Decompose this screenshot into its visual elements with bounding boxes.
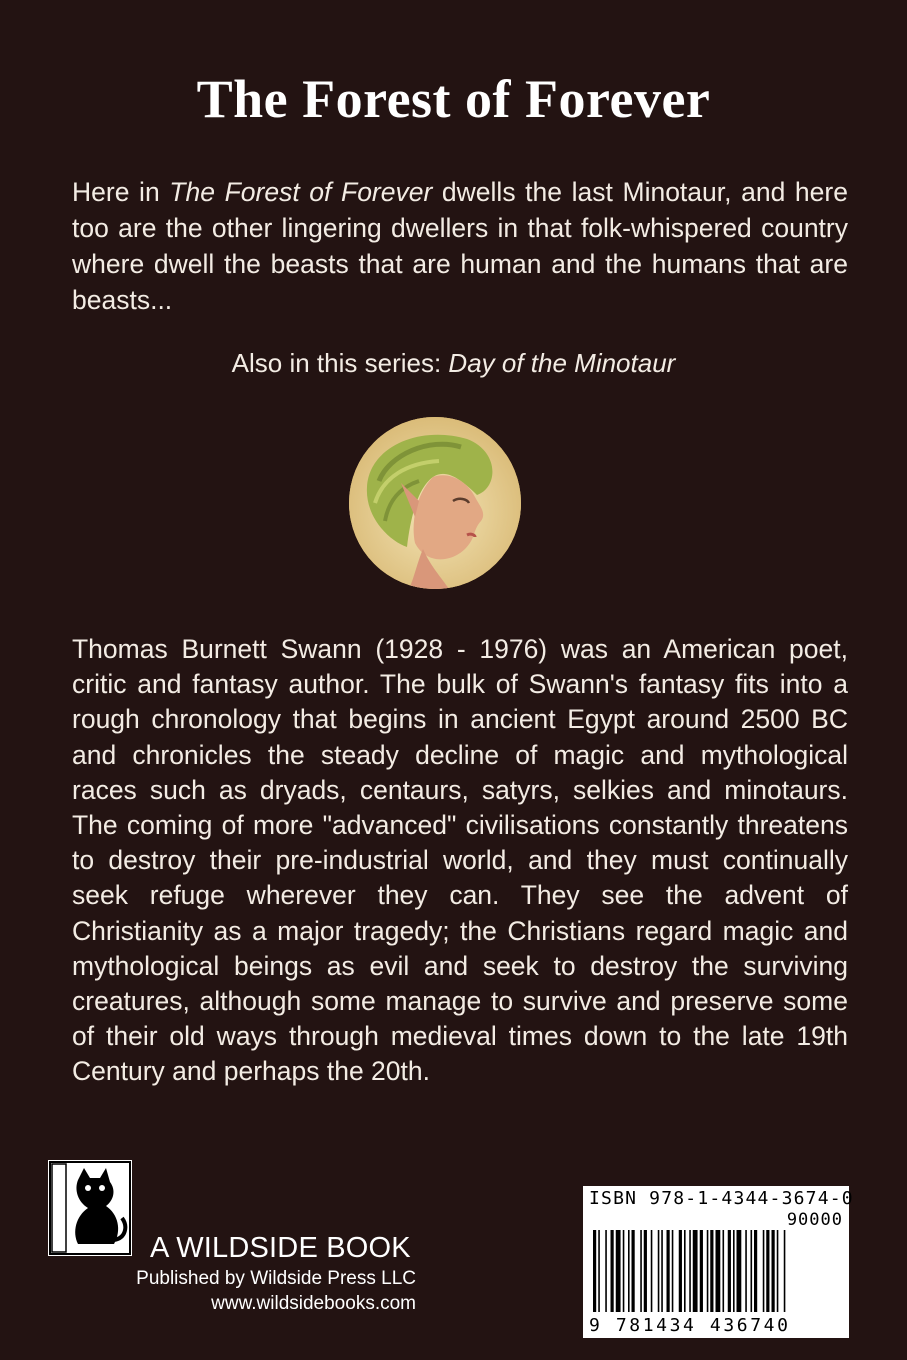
cover-medallion-image: [349, 417, 521, 589]
blurb-paragraph: [72, 174, 848, 318]
author-bio-paragraph: Thomas Burnett Swann (1928 - 1976) was an American poet, critic and fantasy author. The bulk of Swann's fantasy fits into a rough chronology that begins in ancient Egypt around 2500 BC and chronicles the steady decline of magic and mythological races such as dryads, centaurs, satyrs, selkies and minotaurs. The coming of more "advanced" civilisations constantly threatens to destroy their pre-industrial world, and they must continually seek refuge wherever they can. They see the advent of Christianity as a major tragedy; the Christians regard magic and mythological beings as evil and seek to destroy the surviving creatures, although some manage to survive and preserve some of their old ways through medieval times down to the late 19th Century and perhaps the 20th.: [72, 634, 848, 1087]
blurb-book-title: The Forest of Forever: [169, 177, 433, 207]
barcode-bars-icon: [591, 1230, 843, 1312]
wildside-cat-logo-icon: [48, 1160, 132, 1256]
publisher-credit: Published by Wildside Press LLC: [136, 1268, 416, 1289]
price-addon-code: 90000: [786, 1210, 843, 1230]
publisher-website: www.wildsidebooks.com: [211, 1293, 416, 1314]
faun-portrait-illustration: [349, 417, 521, 589]
publisher-name: A WILDSIDE BOOK: [150, 1232, 411, 1264]
series-prefix: Also in this series:: [231, 348, 449, 378]
book-title: The Forest of Forever: [196, 69, 711, 129]
series-note: [0, 348, 907, 379]
series-book-title: Day of the Minotaur: [448, 348, 676, 378]
wildside-logo: [48, 1160, 132, 1256]
isbn-barcode-box: [583, 1186, 854, 1338]
ean-digits: 9 781434 436740: [589, 1315, 791, 1336]
blurb-lead: Here in: [72, 177, 170, 207]
isbn-text: ISBN 978-1-4344-3674-0: [589, 1188, 854, 1209]
blurb-rest: dwells the last Minotaur, and here too are the other lingering dwellers in that folk-whispered country where dwell the beasts that are human and the humans that are beasts...: [72, 177, 848, 315]
